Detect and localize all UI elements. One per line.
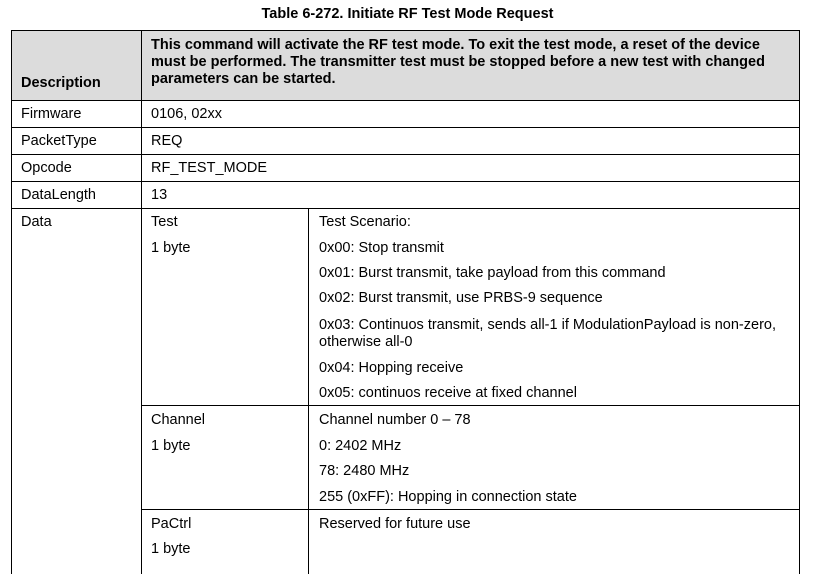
datalength-value: 13: [151, 187, 168, 203]
test-option-0x02: 0x02: Burst transmit, use PRBS-9 sequence: [319, 290, 603, 306]
packettype-label: PacketType: [21, 133, 97, 149]
test-option-0x04: 0x04: Hopping receive: [319, 360, 464, 376]
test-option-0x01: 0x01: Burst transmit, take payload from this command: [319, 265, 666, 281]
channel-78-freq: 78: 2480 MHz: [319, 463, 410, 479]
description-label: Description: [21, 75, 101, 91]
param-test-size: 1 byte: [151, 240, 191, 256]
pactrl-description: Reserved for future use: [319, 516, 471, 532]
opcode-label: Opcode: [21, 160, 72, 176]
test-scenario-heading: Test Scenario:: [319, 214, 411, 230]
test-option-0x03: 0x03: Continuos transmit, sends all-1 if ModulationPayload is non-zero, otherwise all-0: [319, 317, 776, 350]
description-text: This command will activate the RF test mode. To exit the test mode, a reset of the device must be performed. The transmitter test must be stopped before a new test with changed parameters can be started.: [151, 37, 765, 87]
firmware-label: Firmware: [21, 106, 82, 122]
channel-255-hopping: 255 (0xFF): Hopping in connection state: [319, 489, 577, 505]
test-option-0x05: 0x05: continuos receive at fixed channel: [319, 385, 577, 401]
packettype-value: REQ: [151, 133, 183, 149]
rf-test-mode-table: [11, 30, 800, 574]
channel-0-freq: 0: 2402 MHz: [319, 438, 402, 454]
opcode-value: RF_TEST_MODE: [151, 160, 268, 176]
table-caption: Table 6-272. Initiate RF Test Mode Request: [261, 6, 554, 22]
test-option-0x00: 0x00: Stop transmit: [319, 240, 444, 256]
param-channel-size: 1 byte: [151, 438, 191, 454]
data-label: Data: [21, 214, 52, 230]
firmware-value: 0106, 02xx: [151, 106, 222, 122]
channel-range: Channel number 0 – 78: [319, 412, 471, 428]
param-channel-name: Channel: [151, 412, 206, 428]
param-test-name: Test: [151, 214, 178, 230]
datalength-label: DataLength: [21, 187, 96, 203]
param-pactrl-name: PaCtrl: [151, 516, 192, 532]
param-pactrl-size: 1 byte: [151, 541, 191, 557]
